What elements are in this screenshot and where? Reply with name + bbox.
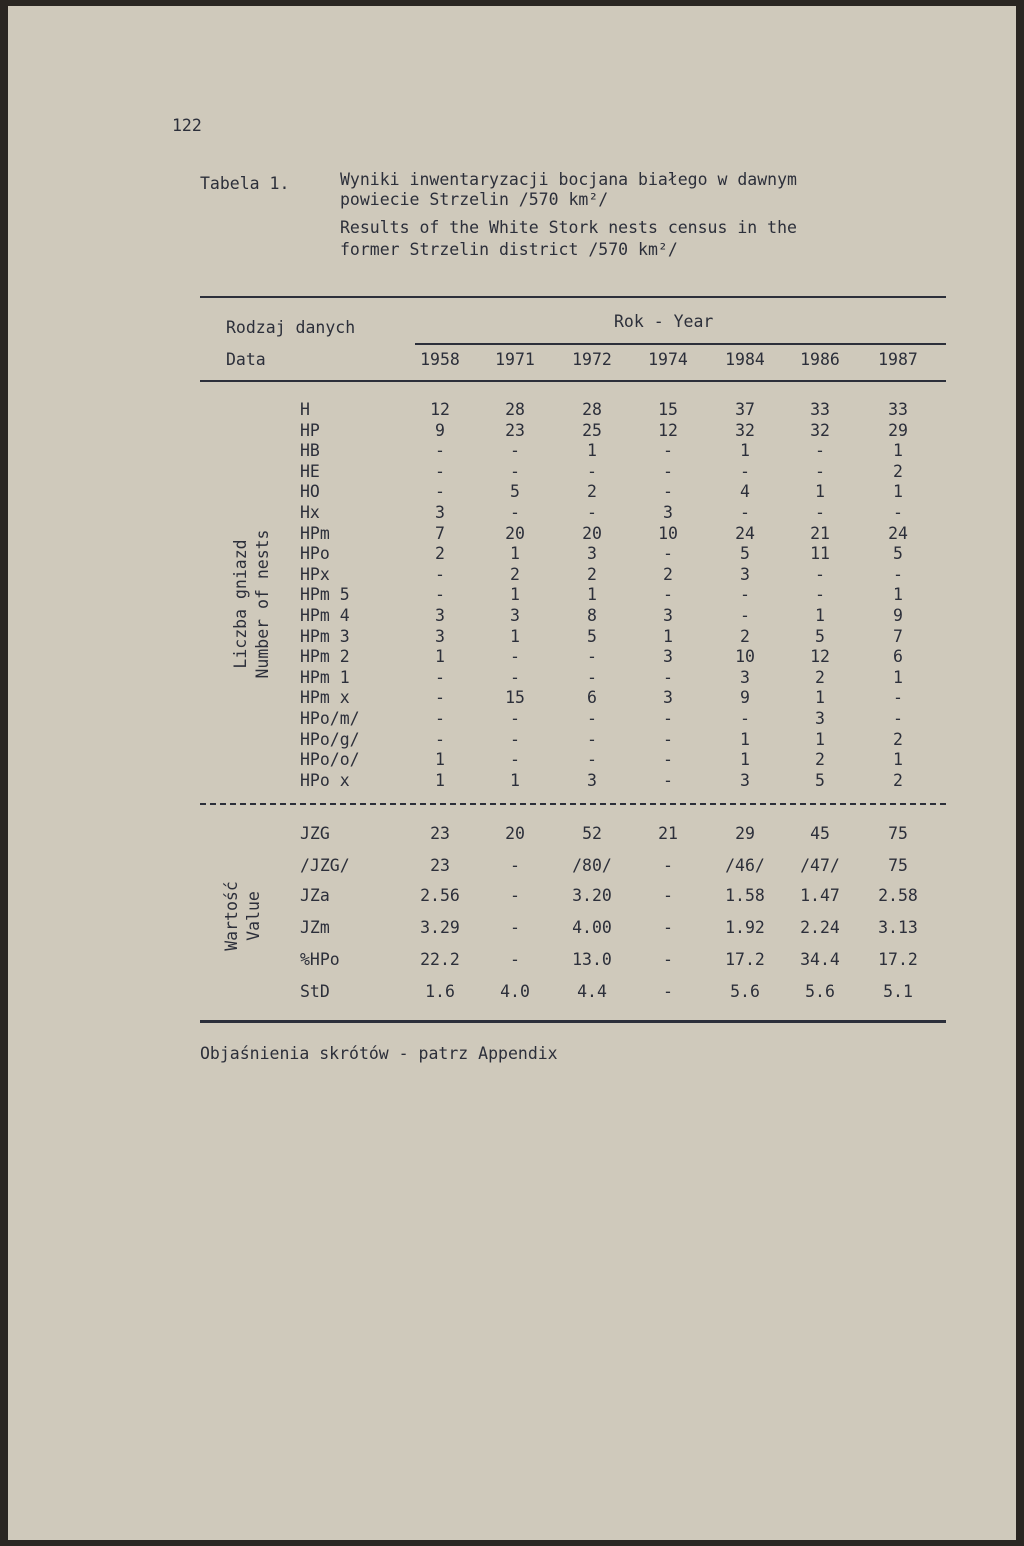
table-cell: 3 bbox=[587, 544, 597, 564]
group-label-value-pl: Wartość bbox=[222, 881, 241, 951]
table-cell: /46/ bbox=[725, 856, 765, 875]
table-cell: 1 bbox=[893, 667, 903, 687]
table-cell: - bbox=[893, 688, 903, 708]
table-cell: 3 bbox=[435, 606, 445, 625]
table-cell: 3 bbox=[740, 564, 750, 584]
table-cell: 2 bbox=[587, 564, 597, 584]
table-cell: - bbox=[663, 482, 673, 502]
table-cell: 10 bbox=[658, 523, 678, 543]
table-cell: 5.1 bbox=[883, 982, 913, 1001]
row-label: HPm 2 bbox=[300, 647, 350, 667]
table-cell: 5.6 bbox=[730, 982, 760, 1001]
group-label-nests-en: Number of nests bbox=[253, 529, 272, 679]
table-cell: 1.6 bbox=[425, 982, 455, 1001]
table-cell: 2 bbox=[587, 482, 597, 502]
table-cell: - bbox=[587, 729, 597, 749]
table-cell: 1 bbox=[510, 770, 520, 790]
table-cell: 3 bbox=[740, 770, 750, 790]
table-cell: 3 bbox=[435, 626, 445, 646]
table-cell: 2 bbox=[435, 544, 445, 564]
table-cell: - bbox=[435, 709, 445, 728]
table-cell: - bbox=[587, 750, 597, 770]
table-cell: - bbox=[587, 667, 597, 687]
table-cell: 4.4 bbox=[577, 982, 607, 1001]
row-label: Hx bbox=[300, 503, 320, 522]
table-cell: - bbox=[435, 729, 445, 749]
table-cell: - bbox=[663, 770, 673, 790]
table-cell: 32 bbox=[735, 420, 755, 440]
table-cell: 5 bbox=[893, 544, 903, 564]
table-cell: 23 bbox=[430, 824, 450, 843]
table-cell: 1 bbox=[893, 441, 903, 461]
table-cell: 2 bbox=[663, 564, 673, 584]
table-cell: 13.0 bbox=[572, 950, 612, 969]
table-cell: - bbox=[587, 709, 597, 728]
table-cell: 3 bbox=[663, 606, 673, 625]
row-label: HPo/m/ bbox=[300, 709, 360, 728]
caption-pl-line2: powiecie Strzelin /570 km²/ bbox=[340, 190, 609, 209]
table-cell: 2 bbox=[893, 729, 903, 749]
table-cell: 3 bbox=[435, 503, 445, 522]
table-cell: 1 bbox=[435, 750, 445, 770]
table-cell: 1 bbox=[740, 750, 750, 770]
table-bottom-rule bbox=[200, 1020, 946, 1023]
row-label: HO bbox=[300, 482, 320, 502]
table-cell: - bbox=[510, 729, 520, 749]
table-cell: - bbox=[815, 564, 825, 584]
table-cell: 33 bbox=[888, 400, 908, 419]
table-cell: - bbox=[663, 709, 673, 728]
row-label: /JZG/ bbox=[300, 856, 350, 875]
row-label: HPo bbox=[300, 544, 330, 564]
table-cell: - bbox=[510, 667, 520, 687]
table-cell: 7 bbox=[435, 523, 445, 543]
table-cell: - bbox=[740, 461, 750, 481]
table-cell: 33 bbox=[810, 400, 830, 419]
caption-label: Tabela 1. bbox=[200, 174, 290, 193]
table-cell: - bbox=[740, 709, 750, 728]
table-cell: - bbox=[510, 503, 520, 522]
table-cell: 15 bbox=[505, 688, 525, 708]
header-year: 1958 bbox=[420, 350, 460, 369]
table-cell: 2 bbox=[815, 667, 825, 687]
row-label: HPm 5 bbox=[300, 585, 350, 605]
table-cell: 5 bbox=[510, 482, 520, 502]
table-cell: - bbox=[587, 503, 597, 522]
table-cell: 3 bbox=[587, 770, 597, 790]
table-cell: 20 bbox=[582, 523, 602, 543]
table-cell: 23 bbox=[430, 856, 450, 875]
table-cell: - bbox=[663, 585, 673, 605]
table-cell: 5.6 bbox=[805, 982, 835, 1001]
table-cell: - bbox=[587, 647, 597, 667]
table-cell: - bbox=[510, 918, 520, 937]
table-cell: 3 bbox=[663, 688, 673, 708]
row-label: HPm 3 bbox=[300, 626, 350, 646]
table-cell: 2 bbox=[893, 461, 903, 481]
caption-en-line2: former Strzelin district /570 km²/ bbox=[340, 240, 678, 259]
row-label: HPm 1 bbox=[300, 667, 350, 687]
table-cell: 7 bbox=[893, 626, 903, 646]
header-year-label: Rok - Year bbox=[614, 312, 714, 331]
table-cell: - bbox=[815, 503, 825, 522]
table-cell: - bbox=[435, 564, 445, 584]
table-cell: 1 bbox=[740, 729, 750, 749]
table-cell: - bbox=[663, 982, 673, 1001]
row-label: HPx bbox=[300, 564, 330, 584]
table-cell: 12 bbox=[658, 420, 678, 440]
table-cell: 2.56 bbox=[420, 886, 460, 905]
table-cell: 1 bbox=[815, 606, 825, 625]
table-cell: 37 bbox=[735, 400, 755, 419]
table-cell: - bbox=[663, 886, 673, 905]
row-label: HPo/g/ bbox=[300, 729, 360, 749]
table-cell: 1 bbox=[587, 441, 597, 461]
table-cell: 9 bbox=[893, 606, 903, 625]
table-cell: - bbox=[893, 564, 903, 584]
row-label: JZa bbox=[300, 886, 330, 905]
table-cell: 3.13 bbox=[878, 918, 918, 937]
table-cell: - bbox=[435, 482, 445, 502]
table-cell: 17.2 bbox=[878, 950, 918, 969]
table-cell: - bbox=[740, 606, 750, 625]
table-cell: - bbox=[663, 441, 673, 461]
table-cell: /47/ bbox=[800, 856, 840, 875]
table-cell: 21 bbox=[658, 824, 678, 843]
table-cell: 9 bbox=[740, 688, 750, 708]
header-year: 1987 bbox=[878, 350, 918, 369]
table-cell: 8 bbox=[587, 606, 597, 625]
table-cell: - bbox=[663, 667, 673, 687]
row-label: %HPo bbox=[300, 950, 340, 969]
row-label: HPm 4 bbox=[300, 606, 350, 625]
table-cell: 12 bbox=[810, 647, 830, 667]
table-cell: - bbox=[740, 585, 750, 605]
table-cell: 6 bbox=[893, 647, 903, 667]
table-cell: 2 bbox=[815, 750, 825, 770]
table-cell: - bbox=[740, 503, 750, 522]
table-cell: 1 bbox=[435, 647, 445, 667]
table-cell: 1.47 bbox=[800, 886, 840, 905]
row-label: JZG bbox=[300, 824, 330, 843]
table-cell: 15 bbox=[658, 400, 678, 419]
table-cell: - bbox=[893, 503, 903, 522]
table-cell: 1.92 bbox=[725, 918, 765, 937]
table-cell: 1 bbox=[510, 626, 520, 646]
group-label-nests-pl: Liczba gniazd bbox=[231, 539, 250, 669]
table-cell: 28 bbox=[505, 400, 525, 419]
header-year: 1986 bbox=[800, 350, 840, 369]
table-cell: - bbox=[510, 950, 520, 969]
table-cell: 3 bbox=[663, 647, 673, 667]
table-cell: 3.20 bbox=[572, 886, 612, 905]
row-label: HPm x bbox=[300, 688, 350, 708]
table-cell: 1 bbox=[510, 544, 520, 564]
table-cell: 3 bbox=[740, 667, 750, 687]
table-cell: 5 bbox=[815, 626, 825, 646]
table-cell: 3.29 bbox=[420, 918, 460, 937]
table-cell: 24 bbox=[735, 523, 755, 543]
table-cell: 1 bbox=[587, 585, 597, 605]
table-cell: 52 bbox=[582, 824, 602, 843]
table-cell: 21 bbox=[810, 523, 830, 543]
table-cell: - bbox=[510, 441, 520, 461]
table-cell: 3 bbox=[510, 606, 520, 625]
header-year: 1972 bbox=[572, 350, 612, 369]
table-cell: - bbox=[435, 461, 445, 481]
table-cell: 3 bbox=[663, 503, 673, 522]
table-cell: - bbox=[435, 688, 445, 708]
table-cell: - bbox=[663, 750, 673, 770]
table-cell: - bbox=[587, 461, 597, 481]
row-label: HPo/o/ bbox=[300, 750, 360, 770]
table-cell: - bbox=[510, 461, 520, 481]
caption-en-line1: Results of the White Stork nests census in the bbox=[340, 218, 797, 237]
row-label: HPo x bbox=[300, 770, 350, 790]
table-cell: 1 bbox=[815, 729, 825, 749]
table-cell: 17.2 bbox=[725, 950, 765, 969]
table-cell: 12 bbox=[430, 400, 450, 419]
table-cell: 1 bbox=[663, 626, 673, 646]
table-cell: 20 bbox=[505, 824, 525, 843]
table-cell: 34.4 bbox=[800, 950, 840, 969]
row-label: HP bbox=[300, 420, 320, 440]
table-top-rule bbox=[200, 296, 946, 298]
table-cell: - bbox=[815, 585, 825, 605]
table-cell: 1 bbox=[815, 688, 825, 708]
footnote: Objaśnienia skrótów - patrz Appendix bbox=[200, 1044, 558, 1063]
table-cell: 4 bbox=[740, 482, 750, 502]
table-cell: 1 bbox=[740, 441, 750, 461]
table-cell: 24 bbox=[888, 523, 908, 543]
table-cell: 2.24 bbox=[800, 918, 840, 937]
table-cell: - bbox=[510, 750, 520, 770]
table-cell: 6 bbox=[587, 688, 597, 708]
table-cell: 2 bbox=[510, 564, 520, 584]
table-cell: 5 bbox=[815, 770, 825, 790]
header-year: 1984 bbox=[725, 350, 765, 369]
table-cell: - bbox=[510, 856, 520, 875]
header-year-rule bbox=[415, 343, 946, 345]
table-cell: - bbox=[510, 647, 520, 667]
table-cell: 32 bbox=[810, 420, 830, 440]
row-label: JZm bbox=[300, 918, 330, 937]
header-data-type-pl: Rodzaj danych bbox=[226, 318, 356, 337]
caption-pl-line1: Wyniki inwentaryzacji bocjana białego w dawnym bbox=[340, 170, 797, 189]
table-cell: 45 bbox=[810, 824, 830, 843]
table-cell: 2 bbox=[740, 626, 750, 646]
table-cell: 5 bbox=[740, 544, 750, 564]
row-label: HPm bbox=[300, 523, 330, 543]
group-label-value-en: Value bbox=[244, 891, 263, 941]
header-year: 1971 bbox=[495, 350, 535, 369]
table-cell: - bbox=[435, 441, 445, 461]
table-cell: 22.2 bbox=[420, 950, 460, 969]
table-cell: 3 bbox=[815, 709, 825, 728]
table-cell: - bbox=[663, 461, 673, 481]
row-label: H bbox=[300, 400, 310, 419]
table-cell: 1 bbox=[435, 770, 445, 790]
table-cell: 9 bbox=[435, 420, 445, 440]
table-cell: /80/ bbox=[572, 856, 612, 875]
header-bottom-rule bbox=[200, 380, 946, 382]
table-cell: 1 bbox=[893, 750, 903, 770]
table-cell: 1.58 bbox=[725, 886, 765, 905]
table-cell: 2.58 bbox=[878, 886, 918, 905]
table-cell: - bbox=[435, 667, 445, 687]
row-label: StD bbox=[300, 982, 330, 1001]
header-year: 1974 bbox=[648, 350, 688, 369]
table-cell: - bbox=[663, 918, 673, 937]
table-cell: - bbox=[815, 461, 825, 481]
table-cell: - bbox=[663, 950, 673, 969]
table-cell: 75 bbox=[888, 856, 908, 875]
table-cell: - bbox=[510, 886, 520, 905]
table-cell: 10 bbox=[735, 647, 755, 667]
table-cell: 1 bbox=[510, 585, 520, 605]
table-cell: 2 bbox=[893, 770, 903, 790]
table-cell: 23 bbox=[505, 420, 525, 440]
table-cell: 5 bbox=[587, 626, 597, 646]
page-number: 122 bbox=[172, 116, 202, 135]
table-cell: 11 bbox=[810, 544, 830, 564]
table-cell: 1 bbox=[815, 482, 825, 502]
table-cell: 1 bbox=[893, 585, 903, 605]
table-cell: 1 bbox=[893, 482, 903, 502]
table-cell: 75 bbox=[888, 824, 908, 843]
table-cell: - bbox=[510, 709, 520, 728]
table-cell: 4.0 bbox=[500, 982, 530, 1001]
table-cell: - bbox=[893, 709, 903, 728]
table-cell: - bbox=[663, 729, 673, 749]
table-cell: - bbox=[815, 441, 825, 461]
table-cell: 4.00 bbox=[572, 918, 612, 937]
table-cell: 28 bbox=[582, 400, 602, 419]
section-divider bbox=[200, 803, 946, 805]
table-cell: 20 bbox=[505, 523, 525, 543]
row-label: HE bbox=[300, 461, 320, 481]
table-cell: - bbox=[663, 544, 673, 564]
table-cell: - bbox=[663, 856, 673, 875]
table-cell: 25 bbox=[582, 420, 602, 440]
table-cell: 29 bbox=[735, 824, 755, 843]
row-label: HB bbox=[300, 441, 320, 461]
header-data-type-en: Data bbox=[226, 350, 266, 369]
table-cell: - bbox=[435, 585, 445, 605]
table-cell: 29 bbox=[888, 420, 908, 440]
